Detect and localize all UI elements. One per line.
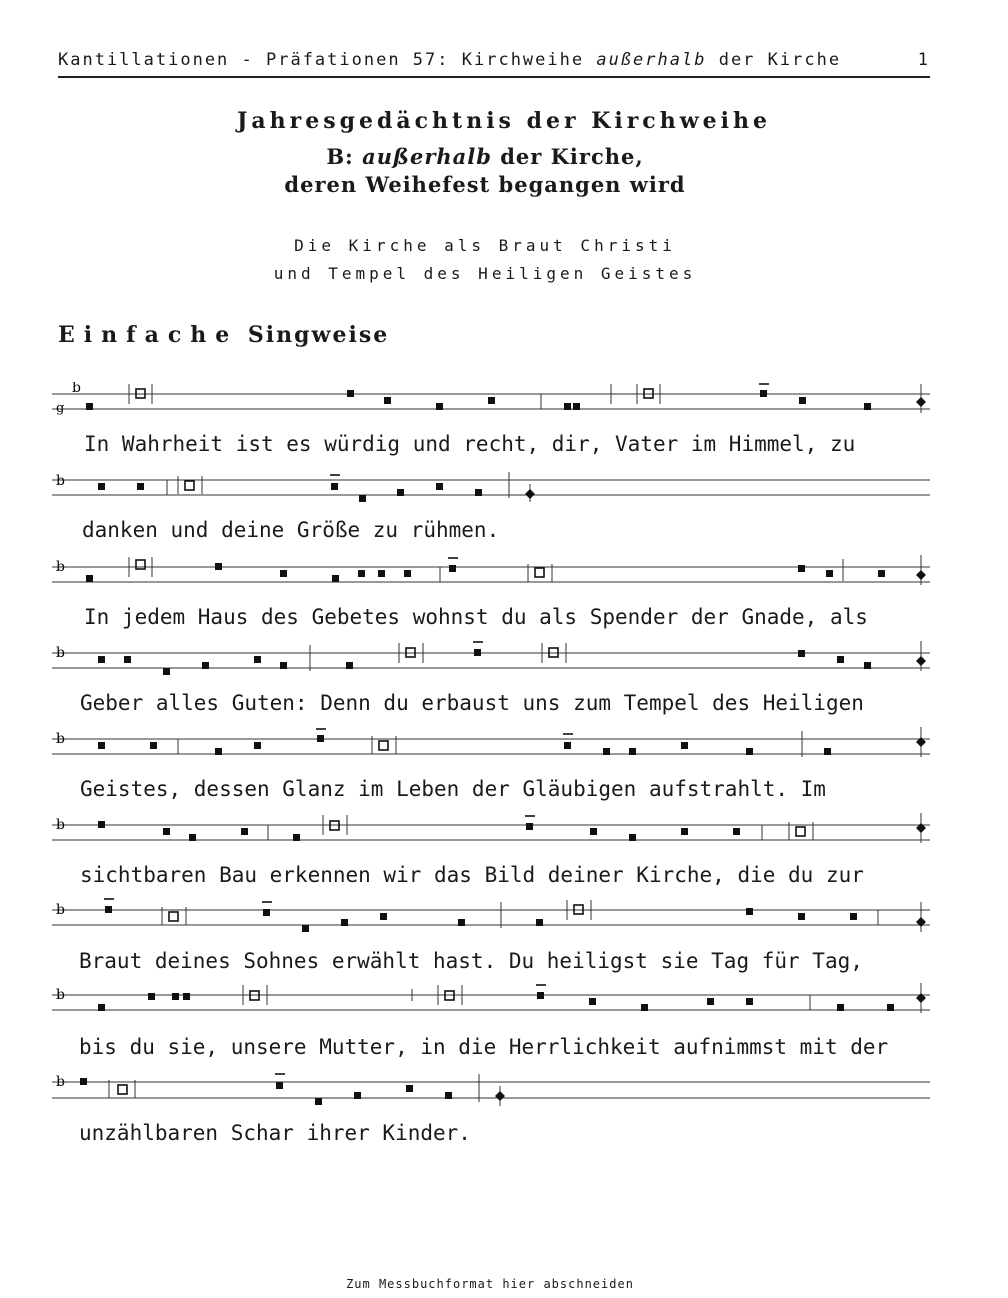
lyric-line-4: Geber alles Guten: Denn du erbaust uns zum Tempel des Heiligen	[80, 691, 864, 715]
note	[746, 998, 753, 1005]
note	[850, 913, 857, 920]
note	[733, 828, 740, 835]
note	[681, 742, 688, 749]
note	[98, 483, 105, 490]
chant-staff-1	[52, 382, 930, 416]
note	[681, 828, 688, 835]
note	[864, 662, 871, 669]
lyric-line-7: Braut deines Sohnes erwählt hast. Du heiligst sie Tag für Tag,	[79, 949, 863, 973]
section-heading: Einfache Singweise	[58, 322, 390, 348]
note	[137, 483, 144, 490]
note	[341, 919, 348, 926]
note	[564, 742, 571, 749]
note	[86, 403, 93, 410]
cut-here-note: Zum Messbuchformat hier abschneiden	[346, 1277, 634, 1291]
note	[436, 403, 443, 410]
lyric-line-6: sichtbaren Bau erkennen wir das Bild deiner Kirche, die du zur	[80, 863, 864, 887]
chant-staff-8	[52, 983, 930, 1017]
running-header-title: Kantillationen - Präfationen 57: Kirchweihe außerhalb der Kirche	[58, 50, 842, 70]
note	[397, 489, 404, 496]
note	[293, 834, 300, 841]
note	[488, 397, 495, 404]
running-header	[58, 48, 930, 78]
note	[536, 919, 543, 926]
custos	[916, 656, 926, 666]
recitation-note	[796, 827, 805, 836]
recitation-note	[118, 1085, 127, 1094]
note	[474, 649, 481, 656]
flat-sign: b	[72, 382, 81, 396]
custos	[916, 397, 926, 407]
note	[183, 993, 190, 1000]
note	[564, 403, 571, 410]
flat-sign: b	[56, 1074, 65, 1090]
note	[798, 650, 805, 657]
note	[189, 834, 196, 841]
lyric-line-5: Geistes, dessen Glanz im Leben der Gläubigen aufstrahlt. Im	[80, 777, 826, 801]
note	[378, 570, 385, 577]
note	[215, 563, 222, 570]
recitation-note	[136, 560, 145, 569]
note	[172, 993, 179, 1000]
note	[436, 483, 443, 490]
chant-staff-4	[52, 641, 930, 675]
recitation-note	[535, 568, 544, 577]
note	[332, 575, 339, 582]
lyric-line-1: In Wahrheit ist es würdig und recht, dir, Vater im Himmel, zu	[84, 432, 856, 456]
custos	[525, 489, 535, 499]
note	[603, 748, 610, 755]
flat-sign: b	[56, 902, 65, 918]
lyric-line-3: In jedem Haus des Gebetes wohnst du als Spender der Gnade, als	[84, 605, 868, 629]
note	[354, 1092, 361, 1099]
note	[837, 1004, 844, 1011]
note	[148, 993, 155, 1000]
note	[629, 748, 636, 755]
note	[347, 390, 354, 397]
lyric-line-8: bis du sie, unsere Mutter, in die Herrlichkeit aufnimmst mit der	[79, 1035, 889, 1059]
note	[358, 570, 365, 577]
note	[254, 656, 261, 663]
title-line-2: B: außerhalb der Kirche,	[326, 144, 644, 169]
note	[449, 565, 456, 572]
note	[124, 656, 131, 663]
note	[302, 925, 309, 932]
note	[98, 1004, 105, 1011]
flat-sign: b	[56, 987, 65, 1003]
note	[824, 748, 831, 755]
note	[826, 570, 833, 577]
note	[746, 908, 753, 915]
note	[317, 735, 324, 742]
flat-sign: b	[56, 473, 65, 489]
note	[406, 1085, 413, 1092]
note	[526, 823, 533, 830]
note	[202, 662, 209, 669]
chant-staff-9	[52, 1068, 930, 1108]
note	[98, 742, 105, 749]
flat-sign: b	[56, 731, 65, 747]
note	[404, 570, 411, 577]
chant-staff-2	[52, 468, 930, 502]
note	[254, 742, 261, 749]
note	[837, 656, 844, 663]
recitation-note	[185, 481, 194, 490]
note	[590, 828, 597, 835]
note	[150, 742, 157, 749]
note	[878, 570, 885, 577]
custos	[495, 1091, 505, 1101]
title-line-3: deren Weihefest begangen wird	[284, 172, 686, 197]
subtitle-line-1: Die Kirche als Braut Christi	[294, 236, 676, 255]
chant-staff-7	[52, 898, 930, 932]
note	[629, 834, 636, 841]
note	[798, 565, 805, 572]
note	[346, 662, 353, 669]
note	[760, 390, 767, 397]
note	[475, 489, 482, 496]
chant-staff-6	[52, 813, 930, 847]
note	[315, 1098, 322, 1105]
note	[98, 821, 105, 828]
note	[707, 998, 714, 1005]
chant-staff-3	[52, 555, 930, 589]
note	[163, 828, 170, 835]
page-title: Jahresgedächtnis der Kirchweihe	[237, 108, 771, 134]
flat-sign: b	[56, 645, 65, 661]
lyric-line-9: unzählbaren Schar ihrer Kinder.	[79, 1121, 471, 1145]
clef-letter: g	[56, 401, 65, 416]
recitation-note	[169, 912, 178, 921]
flat-sign: b	[56, 817, 65, 833]
note	[458, 919, 465, 926]
note	[380, 913, 387, 920]
flat-sign: b	[56, 559, 65, 575]
note	[241, 828, 248, 835]
note	[573, 403, 580, 410]
note	[263, 909, 270, 916]
note	[445, 1092, 452, 1099]
lyric-line-2: danken und deine Größe zu rühmen.	[82, 518, 500, 542]
note	[799, 397, 806, 404]
note	[589, 998, 596, 1005]
note	[798, 913, 805, 920]
note	[215, 748, 222, 755]
custos	[916, 570, 926, 580]
note	[746, 748, 753, 755]
note	[105, 906, 112, 913]
note	[98, 656, 105, 663]
note	[537, 992, 544, 999]
page-number: 1	[917, 50, 930, 70]
note	[276, 1082, 283, 1089]
note	[887, 1004, 894, 1011]
note	[280, 570, 287, 577]
note	[86, 575, 93, 582]
note	[80, 1078, 87, 1085]
subtitle-line-2: und Tempel des Heiligen Geistes	[273, 264, 697, 283]
note	[384, 397, 391, 404]
note	[280, 662, 287, 669]
note	[359, 495, 366, 502]
recitation-note	[379, 741, 388, 750]
note	[331, 483, 338, 490]
chant-staff-5	[52, 727, 930, 761]
note	[864, 403, 871, 410]
note	[163, 668, 170, 675]
note	[641, 1004, 648, 1011]
